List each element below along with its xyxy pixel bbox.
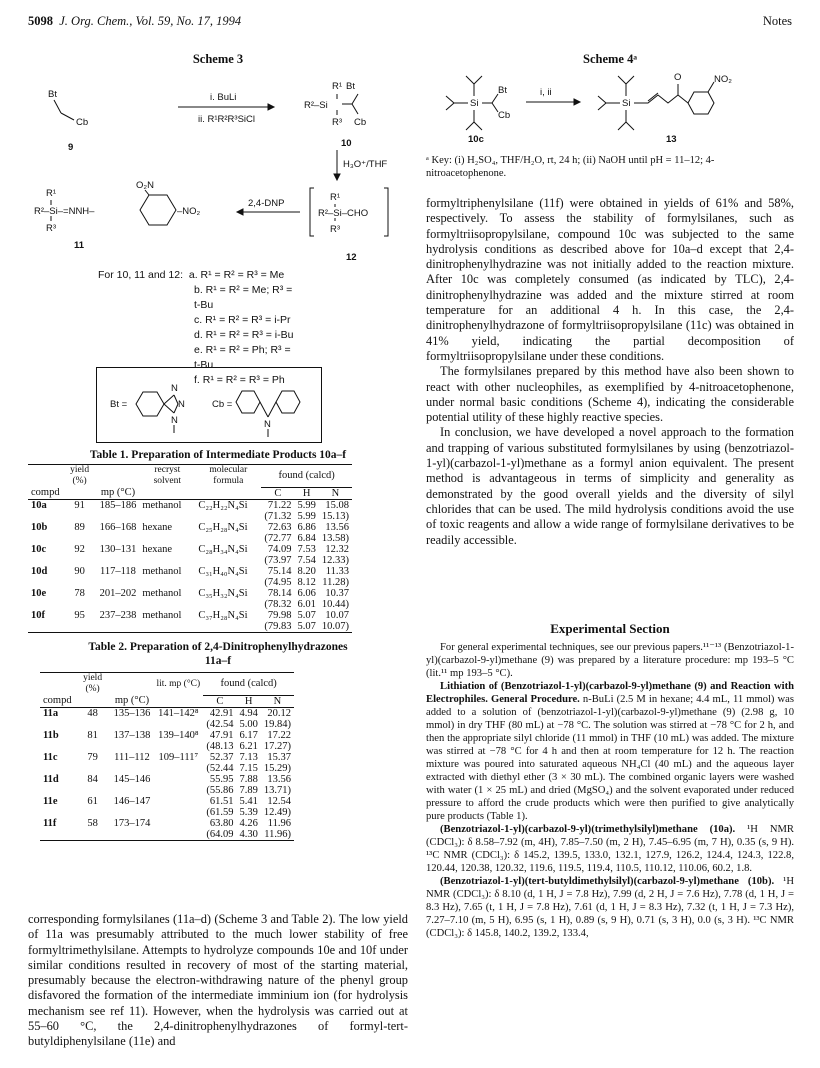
calcd-c-cell: (61.59 bbox=[206, 806, 234, 818]
spacer-cell bbox=[63, 555, 97, 566]
mp-cell: 146–147 bbox=[113, 795, 151, 807]
table-row-calcd bbox=[28, 555, 352, 566]
bt-cb-structure-box bbox=[96, 367, 322, 443]
experimental-heading: Experimental Section bbox=[550, 621, 670, 636]
s3-11-r3: R³ bbox=[46, 223, 57, 234]
compd-cell: 10d bbox=[31, 565, 48, 577]
table-row bbox=[40, 752, 294, 763]
found-n-cell: 15.37 bbox=[267, 751, 291, 763]
svg-text:N: N bbox=[264, 419, 271, 430]
compound-9-label: 9 bbox=[68, 142, 74, 153]
formula-cell: C₂₂H₂₂N₄Si bbox=[198, 499, 248, 511]
calcd-h-cell: 4.30 bbox=[236, 829, 260, 841]
table-row bbox=[28, 566, 352, 577]
table-row-calcd bbox=[28, 533, 352, 544]
box-bt-label: Bt = bbox=[110, 399, 128, 410]
scheme4-reaction-diagram bbox=[426, 66, 794, 146]
spacer-cell bbox=[153, 785, 203, 796]
lit-mp-cell bbox=[153, 796, 203, 807]
table2-caption: Table 2. Preparation of 2,4-Dinitrophenylhydrazones 11a–f bbox=[88, 641, 348, 667]
s4-13-oxygen: O bbox=[674, 72, 682, 83]
calcd-h-cell: 7.89 bbox=[239, 784, 258, 796]
s3-10-r1: R¹ bbox=[332, 81, 343, 92]
s3-10-bt: Bt bbox=[346, 81, 355, 92]
s3-12-r3: R³ bbox=[330, 224, 341, 235]
spacer-cell bbox=[40, 829, 75, 841]
spacer-cell bbox=[63, 621, 97, 633]
section-name: Notes bbox=[762, 14, 792, 28]
spacer-cell bbox=[139, 533, 195, 544]
table-row-calcd bbox=[28, 621, 352, 633]
legend-item-a: a. R¹ = R² = R³ = Me bbox=[188, 269, 285, 281]
table2-container bbox=[40, 672, 294, 841]
found-h-cell: 7.88 bbox=[239, 773, 258, 785]
compd-cell: 10e bbox=[31, 587, 47, 599]
mp-cell: 237–238 bbox=[99, 609, 137, 621]
found-c-cell: 74.09 bbox=[267, 543, 292, 555]
exp-10a-title: (Benzotriazol-1-yl)(carbazol-9-yl)(trimethylsilyl)methane (10a). bbox=[440, 824, 736, 835]
table-row bbox=[40, 730, 294, 741]
table1-caption: Table 1. Preparation of Intermediate Products 10a–f bbox=[89, 449, 347, 461]
spacer-cell bbox=[97, 555, 140, 566]
legend-lead: For 10, 11 and 12: bbox=[98, 269, 184, 281]
spacer-cell bbox=[75, 719, 111, 730]
table-row-calcd bbox=[40, 719, 294, 730]
scheme4-footnote: ᵃ Key: (i) H₂SO₄, THF/H₂O, rt, 24 h; (ii) NaOH until pH = 11–12; 4-nitroacetophenone. bbox=[426, 155, 715, 179]
found-n-cell: 15.08 bbox=[325, 499, 349, 511]
found-n-cell: 11.33 bbox=[325, 565, 349, 577]
s3-11-benzene-ring bbox=[140, 195, 176, 225]
table2: yield (%) lit. mp (°C) found (calcd) compd mp (°C) C H N 11a 48 135–136 141–142⁸ 42.91 4.94 20.12 (42.54 5.00 19.84) 11b 81 137–138 139–140⁸ 47.91 6.17 17.22 (48.13 6.21 17.27) 11c 79 111–112 109–111⁷ 52.37 7.13 15.37 (52.44 7.15 15.29) 11d 84 145–146 55.95 7.88 13.56 (55.86 7.89 13.71) 11e 61 146–147 61.51 5.41 12.54 (61.59 5.39 12.49) 11f 58 173–174 63.80 4.26 11.96 (64.09 4.30 11.96) bbox=[40, 672, 294, 841]
spacer-cell bbox=[111, 741, 154, 752]
found-h-cell: 6.17 bbox=[239, 729, 258, 741]
yield-cell: 48 bbox=[87, 707, 98, 719]
spacer-cell bbox=[139, 599, 195, 610]
svg-text:N: N bbox=[178, 399, 185, 410]
journal-citation: J. Org. Chem., Vol. 59, No. 17, 1994 bbox=[59, 14, 242, 28]
found-c-cell: 78.14 bbox=[267, 587, 292, 599]
found-h-cell: 5.07 bbox=[297, 609, 316, 621]
found-n-cell: 20.12 bbox=[267, 707, 291, 719]
spacer-cell bbox=[40, 719, 75, 730]
found-h-cell: 4.94 bbox=[239, 707, 258, 719]
s3-12-r1: R¹ bbox=[330, 192, 341, 203]
spacer-cell bbox=[139, 511, 195, 522]
s3-11-no2: –NO₂ bbox=[177, 206, 201, 217]
paragraph-formylsilane-stability: formyltriphenylsilane (11f) were obtained in yields of 61% and 58%, respectively. To assess the stability of formylsilanes, such as formyltriisopropylsilane, compound 10c was subjected to the same hydrolysis conditions as described above for 10a–d except that 2,4-dinitrophenylhydrazine was not initially added to the reaction mixture. After 10c was completely consumed (as indicated by TLC), 2,4-dinitrophenylhydrazine was added and the mixture stirred at room temperature for an additional 4 h. In this case, the 2,4-dinitrophenylhydrazone of formyltriisopropylsilane (11c) was obtained in 41% yield, indicating the partial decomposition of formyltriisopropylsilane under these conditions. bbox=[426, 196, 794, 363]
found-h-cell: 6.06 bbox=[297, 587, 316, 599]
spacer-cell bbox=[153, 807, 203, 818]
carbazole-left-ring bbox=[236, 391, 260, 413]
found-c-cell: 61.51 bbox=[209, 795, 234, 807]
calcd-h-cell: 5.99 bbox=[297, 510, 316, 522]
table-row-calcd bbox=[40, 785, 294, 796]
page-header bbox=[28, 14, 792, 34]
lit-mp-cell: 109–111⁷ bbox=[158, 751, 199, 763]
s3-11-o2n: O₂N bbox=[136, 180, 154, 191]
table-row-calcd bbox=[28, 577, 352, 588]
spacer-cell bbox=[153, 741, 203, 752]
found-c-cell: 55.95 bbox=[209, 773, 234, 785]
found-n-cell: 13.56 bbox=[267, 773, 291, 785]
spacer-cell bbox=[28, 577, 63, 588]
calcd-c-cell: (74.95 bbox=[264, 576, 292, 588]
legend-item-e: e. R¹ = R² = Ph; R³ = t-Bu bbox=[194, 344, 291, 371]
found-h-cell: 6.86 bbox=[297, 521, 316, 533]
table-row bbox=[28, 544, 352, 555]
s3-10-r3: R³ bbox=[332, 117, 343, 128]
spacer-cell bbox=[40, 741, 75, 752]
paragraph-conclusion: In conclusion, we have developed a novel approach to the formation and trapping of various substituted formylsilanes by using (benzotriazol-1-yl)(carbazol-1-yl)methane as a formyl anion equivalent. The present method is advantageous in terms of simplicity and generality as demonstrated by the good overall yields and the diversity of silyl chlorides that can be used. The mild hydrolysis conditions avoid the use of toxic reagents and allow a wide range of formylsilane derivatives to be readily accessible. bbox=[426, 425, 794, 547]
calcd-c-cell: (71.32 bbox=[264, 510, 292, 522]
s3-bt-label: Bt bbox=[48, 89, 57, 100]
svg-text:N: N bbox=[171, 415, 178, 426]
calcd-h-cell: 6.01 bbox=[297, 598, 316, 610]
spacer-cell bbox=[195, 533, 261, 544]
formula-cell: C₃₅H₃₂N₄Si bbox=[198, 587, 248, 599]
spacer-cell bbox=[40, 785, 75, 796]
spacer-cell bbox=[75, 785, 111, 796]
exp-10b-body: ¹H NMR (CDCl₃): δ 8.10 (d, 1 H, J = 7.8 Hz), 7.99 (d, 2 H, J = 7.6 Hz), 7.78 (d, 1 H, J = 8.3 Hz), 7.65 (t, 1 H, J = 7.8 Hz), 7.61 (d, 1 H, J = 8.3 Hz), 7.32 (t, 1 H, J = 7.3 Hz), 7.27–7.10 (m, 5 H), 6.95 (s, 1 H), 0.89 (s, 9 H), 0.71 (s, 3 H), 0.0 (s, 3 H). ¹³C NMR (CDCl₃): δ 145.8, 140.2, 139.2, 133.4, bbox=[426, 876, 794, 939]
compd-cell: 10b bbox=[31, 521, 48, 533]
calcd-n-cell: 19.84) bbox=[263, 718, 291, 730]
spacer-cell bbox=[111, 807, 154, 818]
compd-cell: 10c bbox=[31, 543, 47, 555]
spacer-cell bbox=[139, 555, 195, 566]
calcd-c-cell: (79.83 bbox=[261, 621, 294, 633]
paragraph-nucleophiles: The formylsilanes prepared by this method have also been shown to react with other nucleophiles, as exemplified by 4-nitroacetophenone, under normal basic conditions (Scheme 4), indicating the considerable potential utility of these highly reactive species. bbox=[426, 364, 794, 425]
exp-10a-body: ¹H NMR (CDCl₃): δ 8.58–7.92 (m, 4H), 7.85–7.50 (m, 2 H), 7.45–6.95 (m, 7 H), 0.35 (s, 9 H). ¹³C NMR (CDCl₃): δ 145.2, 139.5, 133.0, 132.1, 127.9, 126.2, 124.4, 124.3, 122.8, 120.44, 120.38, 120.32, 119.6, 119.5, 119.4, 110.5, 110.12, 110.06, 60.2, 1.8. bbox=[426, 824, 794, 874]
s3-condition-2: ii. R¹R²R³SiCl bbox=[198, 114, 255, 125]
calcd-n-cell: 15.13) bbox=[321, 510, 349, 522]
calcd-c-cell: (64.09 bbox=[203, 829, 236, 841]
spacer-cell bbox=[63, 533, 97, 544]
yield-cell: 89 bbox=[74, 521, 85, 533]
compd-cell: 11c bbox=[43, 751, 58, 763]
compd-cell: 11e bbox=[43, 795, 58, 807]
formula-cell: C₂₅H₂₈N₄Si bbox=[198, 521, 248, 533]
solvent-cell: methanol bbox=[142, 609, 182, 621]
found-c-cell: 72.63 bbox=[267, 521, 292, 533]
scheme4-title: Scheme 4ᵃ bbox=[583, 52, 637, 66]
table-row bbox=[28, 522, 352, 533]
s3-11-hydrazone: R²–Si–=NNH– bbox=[34, 206, 95, 217]
mp-cell: 111–112 bbox=[114, 751, 150, 763]
spacer-cell bbox=[111, 719, 154, 730]
legend-item-b: b. R¹ = R² = Me; R³ = t-Bu bbox=[194, 284, 293, 311]
calcd-n-cell: 12.33) bbox=[321, 554, 349, 566]
mp-cell: 185–186 bbox=[99, 499, 137, 511]
yield-cell: 61 bbox=[87, 795, 98, 807]
solvent-cell: methanol bbox=[142, 565, 182, 577]
found-c-cell: 52.37 bbox=[209, 751, 234, 763]
lit-mp-cell: 139–140⁸ bbox=[158, 729, 199, 741]
spacer-cell bbox=[111, 785, 154, 796]
compd-cell: 10f bbox=[31, 609, 45, 621]
svg-text:N: N bbox=[171, 383, 178, 394]
table-row bbox=[28, 499, 352, 511]
compd-cell: 10a bbox=[31, 499, 47, 511]
solvent-cell: methanol bbox=[142, 499, 182, 511]
found-n-cell: 12.54 bbox=[267, 795, 291, 807]
calcd-n-cell: 15.29) bbox=[263, 762, 291, 774]
found-c-cell: 79.98 bbox=[267, 609, 292, 621]
t1-found-header: found (calcd) bbox=[261, 465, 352, 488]
scheme3-reaction-diagram bbox=[28, 64, 418, 270]
spacer-cell bbox=[97, 621, 140, 633]
compd-cell: 11b bbox=[43, 729, 59, 741]
spacer-cell bbox=[195, 599, 261, 610]
table-row-calcd bbox=[40, 829, 294, 841]
mp-cell: 135–136 bbox=[113, 707, 151, 719]
found-c-cell: 63.80 bbox=[209, 817, 234, 829]
page-number: 5098 bbox=[28, 14, 53, 28]
mp-cell: 137–138 bbox=[113, 729, 151, 741]
experimental-text bbox=[426, 641, 794, 940]
table1-container bbox=[28, 464, 352, 633]
calcd-c-cell: (48.13 bbox=[206, 740, 234, 752]
box-cb-label: Cb = bbox=[212, 399, 233, 410]
found-h-cell: 4.26 bbox=[239, 817, 258, 829]
calcd-c-cell: (72.77 bbox=[264, 532, 292, 544]
table-row bbox=[28, 588, 352, 599]
table-row bbox=[28, 610, 352, 621]
found-n-cell: 13.56 bbox=[325, 521, 349, 533]
spacer-cell bbox=[28, 533, 63, 544]
s3-condition-1: i. BuLi bbox=[210, 92, 237, 103]
exp-general-techniques: For general experimental techniques, see our previous papers.¹¹⁻¹³ (Benzotriazol-1-yl)(carbazol-9-yl)methane (9) was prepared by a literature procedure: mp 193–5 °C (lit.¹¹ mp 193–5 °C). bbox=[426, 642, 794, 679]
found-h-cell: 7.13 bbox=[239, 751, 258, 763]
mp-cell: 201–202 bbox=[99, 587, 137, 599]
spacer-cell bbox=[97, 599, 140, 610]
found-n-cell: 10.07 bbox=[325, 609, 349, 621]
s3-cb-label: Cb bbox=[76, 117, 89, 128]
calcd-h-cell: 5.07 bbox=[294, 621, 318, 633]
s3-11-r1: R¹ bbox=[46, 188, 57, 199]
s4-13-benzene-ring bbox=[688, 92, 714, 114]
spacer-cell bbox=[75, 763, 111, 774]
found-h-cell: 5.41 bbox=[239, 795, 258, 807]
s4-conditions: i, ii bbox=[540, 87, 552, 98]
calcd-c-cell: (73.97 bbox=[264, 554, 292, 566]
exp-procedure-title: Lithiation of (Benzotriazol-1-yl)(carbazol-9-yl)methane (9) and Reaction with Electrophiles. General Procedure. bbox=[426, 681, 794, 705]
exp-procedure-body: n-BuLi (2.5 M in hexane; 4.4 mL, 11 mmol) was added to a solution of (benzotriazol-1-yl)(carbazol-9-yl)methane (9) (2.98 g, 10 mmol) in dry THF (80 mL) at −78 °C. The solution was stirred at −78 °C for 2 h, and then the appropriate silyl chloride (11 mmol) in THF (10 mL) was added. The mixture was stirred at −78 °C for 4 h and then at room temperature for 12 h. The reaction mixture was poured into saturated aqueous NH₄Cl (40 mL) and the aqueous layer extracted with diethyl ether (3 × 30 mL). The combined organic layers were washed with water (1 × 25 mL) and dried (MgSO₄) and the solvent evaporated under reduced pressure to afford the crude products which were then purified to give analytically pure products (Table 1). bbox=[426, 694, 795, 822]
s4-13-no2: NO₂ bbox=[714, 74, 732, 85]
mp-cell: 117–118 bbox=[99, 565, 136, 577]
yield-cell: 58 bbox=[87, 817, 98, 829]
found-c-cell: 71.22 bbox=[267, 499, 292, 511]
found-h-cell: 5.99 bbox=[297, 499, 316, 511]
spacer-cell bbox=[153, 829, 203, 841]
table-row-calcd bbox=[40, 807, 294, 818]
s3-hydrolysis: H₃O⁺/THF bbox=[343, 159, 388, 170]
found-c-cell: 47.91 bbox=[209, 729, 234, 741]
spacer-cell bbox=[75, 741, 111, 752]
calcd-c-cell: (78.32 bbox=[264, 598, 292, 610]
calcd-h-cell: 7.15 bbox=[239, 762, 258, 774]
spacer-cell bbox=[97, 577, 140, 588]
calcd-n-cell: 10.44) bbox=[321, 598, 349, 610]
calcd-n-cell: 12.49) bbox=[263, 806, 291, 818]
legend-item-d: d. R¹ = R² = R³ = i-Bu bbox=[194, 329, 294, 341]
spacer-cell bbox=[195, 511, 261, 522]
s3-10-r2si: R²–Si bbox=[304, 100, 328, 111]
scheme3-title: Scheme 3 bbox=[192, 52, 244, 66]
calcd-h-cell: 6.84 bbox=[297, 532, 316, 544]
left-column-text: corresponding formylsilanes (11a–d) (Scheme 3 and Table 2). The low yield of 11a was presumably attributed to the much lower stability of free formyltrimethylsilane. Attempts to hydrolyze compounds 10e and 10f under similar conditions resulted in recovery of most of the starting material, presumably because the electron-withdrawing nature of the phenyl group disfavored the formation of the intermediate imminium ion (for hydrolysis mechanism see ref 11). However, when the hydrolysis was carried out at 55–60 °C, the 2,4-dinitrophenylhydrazones of formyl-tert-butyldiphenylsilane (11e) and bbox=[28, 912, 408, 1049]
found-h-cell: 7.53 bbox=[297, 543, 316, 555]
solvent-cell: hexane bbox=[142, 521, 173, 533]
spacer-cell bbox=[63, 599, 97, 610]
spacer-cell bbox=[75, 829, 111, 841]
compd-cell: 11a bbox=[43, 707, 59, 719]
calcd-c-cell: (55.86 bbox=[206, 784, 234, 796]
spacer-cell bbox=[63, 577, 97, 588]
calcd-n-cell: 10.07) bbox=[319, 621, 352, 633]
s3-12-cho: R²–Si–CHO bbox=[318, 208, 369, 219]
found-n-cell: 17.22 bbox=[267, 729, 291, 741]
calcd-h-cell: 8.12 bbox=[297, 576, 316, 588]
compound-10c-label: 10c bbox=[468, 134, 484, 145]
calcd-c-cell: (42.54 bbox=[206, 718, 234, 730]
spacer-cell bbox=[195, 577, 261, 588]
table1: yield (%) recryst solvent molecular formula found (calcd) compd mp (°C) C H N 10a 91 185–186 methanol C₂₂H₂₂N₄Si 71.22 5.99 15.08 (71.32 5.99 15.13) 10b 89 166–168 hexane C₂₅H₂₈N₄Si 72.63 6.86 13.56 (72.77 6.84 13.58) 10c 92 130–131 hexane C₂₈H₃₄N₄Si 74.09 7.53 12.32 (73.97 7.54 12.33) 10d 90 117–118 methanol C₃₁H₄₀N₄Si 75.14 8.20 11.33 (74.95 8.12 11.28) 10e 78 201–202 methanol C₃₅H₃₂N₄Si 78.14 6.06 10.37 (78.32 6.01 10.44) 10f 95 237–238 methanol C₃₇H₂₈N₄Si 79.98 5.07 10.07 (79.83 5.07 10.07) bbox=[28, 464, 352, 633]
mp-cell: 145–146 bbox=[113, 773, 151, 785]
calcd-h-cell: 7.54 bbox=[297, 554, 316, 566]
yield-cell: 91 bbox=[74, 499, 85, 511]
spacer-cell bbox=[139, 577, 195, 588]
s4-10c-si: Si bbox=[470, 98, 479, 109]
table-row bbox=[40, 707, 294, 719]
spacer-cell bbox=[111, 763, 154, 774]
calcd-h-cell: 5.00 bbox=[239, 718, 258, 730]
t2-found-header: found (calcd) bbox=[203, 673, 294, 696]
found-n-cell: 12.32 bbox=[325, 543, 349, 555]
calcd-n-cell: 13.58) bbox=[321, 532, 349, 544]
lit-mp-cell bbox=[153, 818, 203, 829]
found-c-cell: 42.91 bbox=[209, 707, 234, 719]
compound-13-label: 13 bbox=[666, 134, 677, 145]
yield-cell: 78 bbox=[74, 587, 85, 599]
exp-10b-title: (Benzotriazol-1-yl)(tert-butyldimethylsilyl)(carbazol-9-yl)methane (10b). bbox=[440, 876, 775, 887]
formula-cell: C₃₁H₄₀N₄Si bbox=[198, 565, 248, 577]
s3-dnp: 2,4-DNP bbox=[248, 198, 285, 209]
yield-cell: 84 bbox=[87, 773, 98, 785]
calcd-n-cell: 13.71) bbox=[263, 784, 291, 796]
spacer-cell bbox=[28, 511, 63, 522]
spacer-cell bbox=[111, 829, 154, 841]
s4-13-si: Si bbox=[622, 98, 631, 109]
compound-10-label: 10 bbox=[341, 138, 352, 149]
benzotriazole-ring bbox=[136, 392, 164, 416]
carbazole-right-ring bbox=[276, 391, 300, 413]
found-n-cell: 11.96 bbox=[267, 817, 291, 829]
calcd-c-cell: (52.44 bbox=[206, 762, 234, 774]
s3-10-cb: Cb bbox=[354, 117, 367, 128]
legend-item-c: c. R¹ = R² = R³ = i-Pr bbox=[194, 314, 291, 326]
yield-cell: 79 bbox=[87, 751, 98, 763]
spacer-cell bbox=[195, 621, 261, 633]
spacer-cell bbox=[28, 621, 63, 633]
s4-bt: Bt bbox=[498, 85, 507, 96]
compound-12-label: 12 bbox=[346, 252, 357, 263]
table-row bbox=[40, 774, 294, 785]
table-row-calcd bbox=[28, 599, 352, 610]
spacer-cell bbox=[63, 511, 97, 522]
spacer-cell bbox=[40, 763, 75, 774]
found-n-cell: 10.37 bbox=[325, 587, 349, 599]
compound-11-label: 11 bbox=[74, 240, 85, 251]
found-c-cell: 75.14 bbox=[267, 565, 292, 577]
table-row bbox=[40, 818, 294, 829]
calcd-h-cell: 6.21 bbox=[239, 740, 258, 752]
table-row-calcd bbox=[40, 741, 294, 752]
mp-cell: 166–168 bbox=[99, 521, 137, 533]
spacer-cell bbox=[153, 719, 203, 730]
mp-cell: 130–131 bbox=[99, 543, 137, 555]
lit-mp-cell bbox=[153, 774, 203, 785]
spacer-cell bbox=[97, 511, 140, 522]
spacer-cell bbox=[28, 555, 63, 566]
mp-cell: 173–174 bbox=[113, 817, 151, 829]
formula-cell: C₂₈H₃₄N₄Si bbox=[198, 543, 248, 555]
spacer-cell bbox=[153, 763, 203, 774]
table-row-calcd bbox=[28, 511, 352, 522]
compd-cell: 11f bbox=[43, 817, 57, 829]
table-row-calcd bbox=[40, 763, 294, 774]
spacer-cell bbox=[97, 533, 140, 544]
calcd-h-cell: 5.39 bbox=[239, 806, 258, 818]
spacer-cell bbox=[195, 555, 261, 566]
calcd-n-cell: 11.28) bbox=[322, 576, 349, 588]
found-h-cell: 8.20 bbox=[297, 565, 316, 577]
solvent-cell: methanol bbox=[142, 587, 182, 599]
yield-cell: 92 bbox=[74, 543, 85, 555]
spacer-cell bbox=[40, 807, 75, 818]
solvent-cell: hexane bbox=[142, 543, 173, 555]
lit-mp-cell: 141–142⁸ bbox=[158, 707, 199, 719]
compd-cell: 11d bbox=[43, 773, 59, 785]
spacer-cell bbox=[28, 599, 63, 610]
right-column-text bbox=[426, 196, 794, 548]
calcd-n-cell: 11.96) bbox=[261, 829, 294, 841]
s4-cb: Cb bbox=[498, 110, 511, 121]
yield-cell: 90 bbox=[74, 565, 85, 577]
yield-cell: 81 bbox=[87, 729, 98, 741]
yield-cell: 95 bbox=[74, 609, 85, 621]
table-row bbox=[40, 796, 294, 807]
legend-item-f: f. R¹ = R² = R³ = Ph bbox=[194, 374, 285, 386]
formula-cell: C₃₇H₂₈N₄Si bbox=[198, 609, 248, 621]
spacer-cell bbox=[139, 621, 195, 633]
calcd-n-cell: 17.27) bbox=[263, 740, 291, 752]
spacer-cell bbox=[75, 807, 111, 818]
